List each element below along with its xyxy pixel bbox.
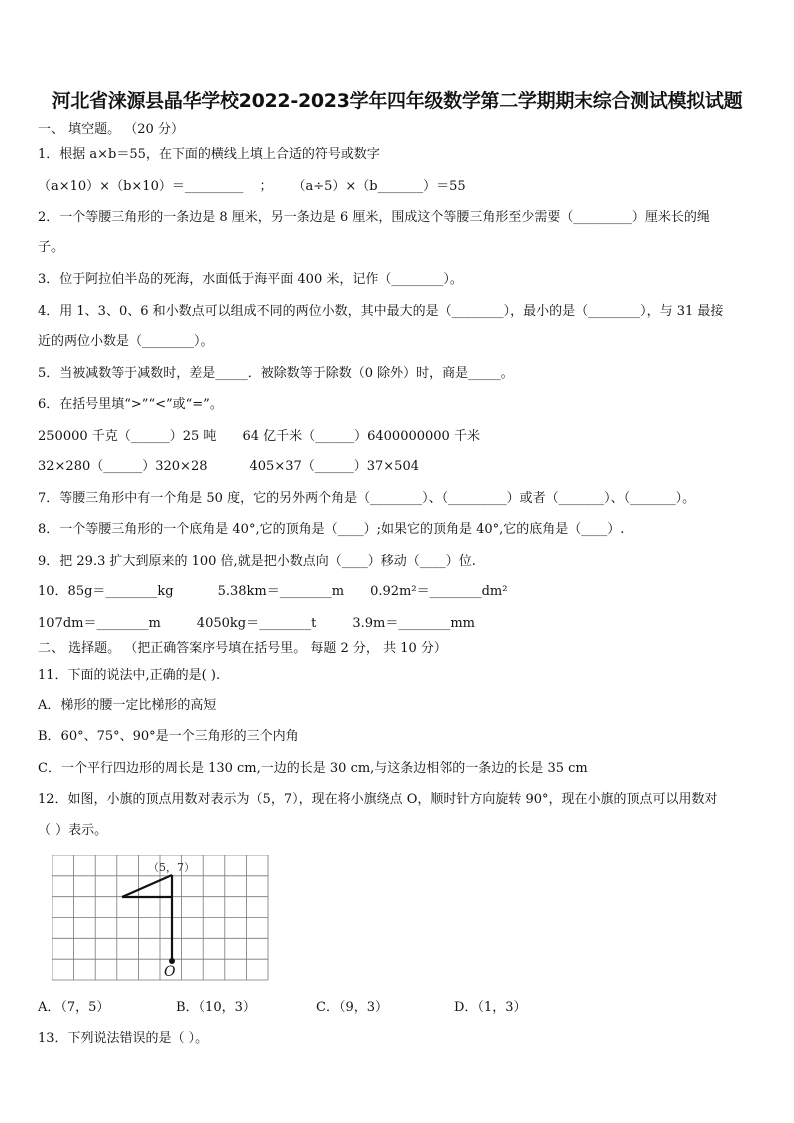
question-6-row-1-a: 250000 千克（______）25 吨 [38, 429, 217, 444]
question-6-row-1-b: 64 亿千米（______）6400000000 千米 [242, 429, 480, 444]
question-11-option-a: A．梯形的腰一定比梯形的高短 [38, 698, 217, 713]
question-1-part-a: （a×10）×（b×10）＝_________ [38, 179, 248, 194]
question-1-part-b: （a÷5）×（b_______）＝55 [292, 179, 466, 194]
question-11-option-b: B．60°、75°、90°是一个三角形的三个内角 [38, 729, 299, 744]
question-10-row-2-a: 107dm＝________m [38, 616, 161, 631]
question-8: 8．一个等腰三角形的一个底角是 40°,它的顶角是（____）;如果它的顶角是 40°,它的底角是（____）. [38, 522, 625, 537]
question-12-line-2: （ ）表示。 [38, 823, 108, 838]
question-1: 1．根据 a×b＝55，在下面的横线上填上合适的符号或数字 [38, 147, 380, 162]
question-10-row-2-b: 4050kg＝________t [196, 616, 317, 631]
question-1-blanks [38, 179, 466, 195]
question-4-line-2: 近的两位小数是（________）。 [38, 334, 214, 349]
question-10-row-1 [38, 584, 507, 600]
question-10-row-2-c: 3.9m＝________mm [352, 616, 475, 631]
section-2-heading: 二、 选择题。 （把正确答案序号填在括号里。 每题 2 分， 共 10 分） [38, 641, 447, 656]
question-2-line-2: 子。 [38, 240, 65, 255]
origin-label: O [164, 964, 176, 980]
question-7: 7．等腰三角形中有一个角是 50 度，它的另外两个角是（________）、（_________）或者（_______）、（_______）。 [38, 491, 696, 506]
question-10-row-1-b: 5.38km＝________m [217, 584, 345, 599]
section-1-heading: 一、 填空题。 （20 分） [38, 122, 184, 137]
question-12-line-1: 12．如图，小旗的顶点用数对表示为（5，7），现在将小旗绕点 O，顺时针方向旋转 90°，现在小旗的顶点可以用数对 [38, 792, 718, 807]
question-12-option-c: C．（9，3） [316, 1000, 388, 1015]
question-11-option-c: C．一个平行四边形的周长是 130 cm,一边的长是 30 cm,与这条边相邻的一条边的长是 35 cm [38, 761, 588, 776]
question-5: 5．当被减数等于减数时，差是_____．被除数等于除数（0 除外）时，商是_____。 [38, 366, 514, 381]
question-10-row-2 [38, 616, 475, 632]
question-6-row-2-b: 405×37（______）37×504 [249, 459, 419, 474]
question-3: 3．位于阿拉伯半岛的死海，水面低于海平面 400 米，记作（________）。 [38, 272, 463, 287]
question-12-options [38, 1000, 526, 1016]
question-10-row-1-a: 10．85g＝________kg [38, 584, 174, 599]
question-1-separator: ； [259, 179, 273, 194]
question-6-row-2 [38, 459, 419, 475]
question-9: 9．把 29.3 扩大到原来的 100 倍,就是把小数点向（____）移动（____）位. [38, 554, 476, 569]
flag-slant-edge [122, 875, 172, 897]
question-6-row-2-a: 32×280（______）320×28 [38, 459, 208, 474]
page-title: 河北省涞源县晶华学校2022-2023学年四年级数学第二学期期末综合测试模拟试题 [51, 90, 743, 112]
question-2-line-1: 2．一个等腰三角形的一条边是 8 厘米，另一条边是 6 厘米，围成这个等腰三角形至少需要（_________）厘米长的绳 [38, 210, 710, 225]
question-11: 11．下面的说法中,正确的是( ). [38, 668, 221, 683]
question-4-line-1: 4．用 1、3、0、6 和小数点可以组成不同的两位小数，其中最大的是（________），最小的是（________），与 31 最接 [38, 304, 724, 319]
question-12-option-d: D．（1，3） [454, 1000, 527, 1015]
question-10-row-1-c: 0.92m²＝________dm² [370, 584, 508, 599]
question-6: 6．在括号里填“>”“<”或“=”。 [38, 397, 223, 412]
question-13: 13．下列说法错误的是（ ）。 [38, 1031, 209, 1046]
flag-grid-figure [52, 855, 274, 985]
vertex-label: （5，7） [148, 861, 195, 874]
question-6-row-1 [38, 429, 480, 445]
question-12-option-a: A．（7，5） [38, 1000, 110, 1015]
question-12-option-b: B．（10，3） [176, 1000, 256, 1015]
